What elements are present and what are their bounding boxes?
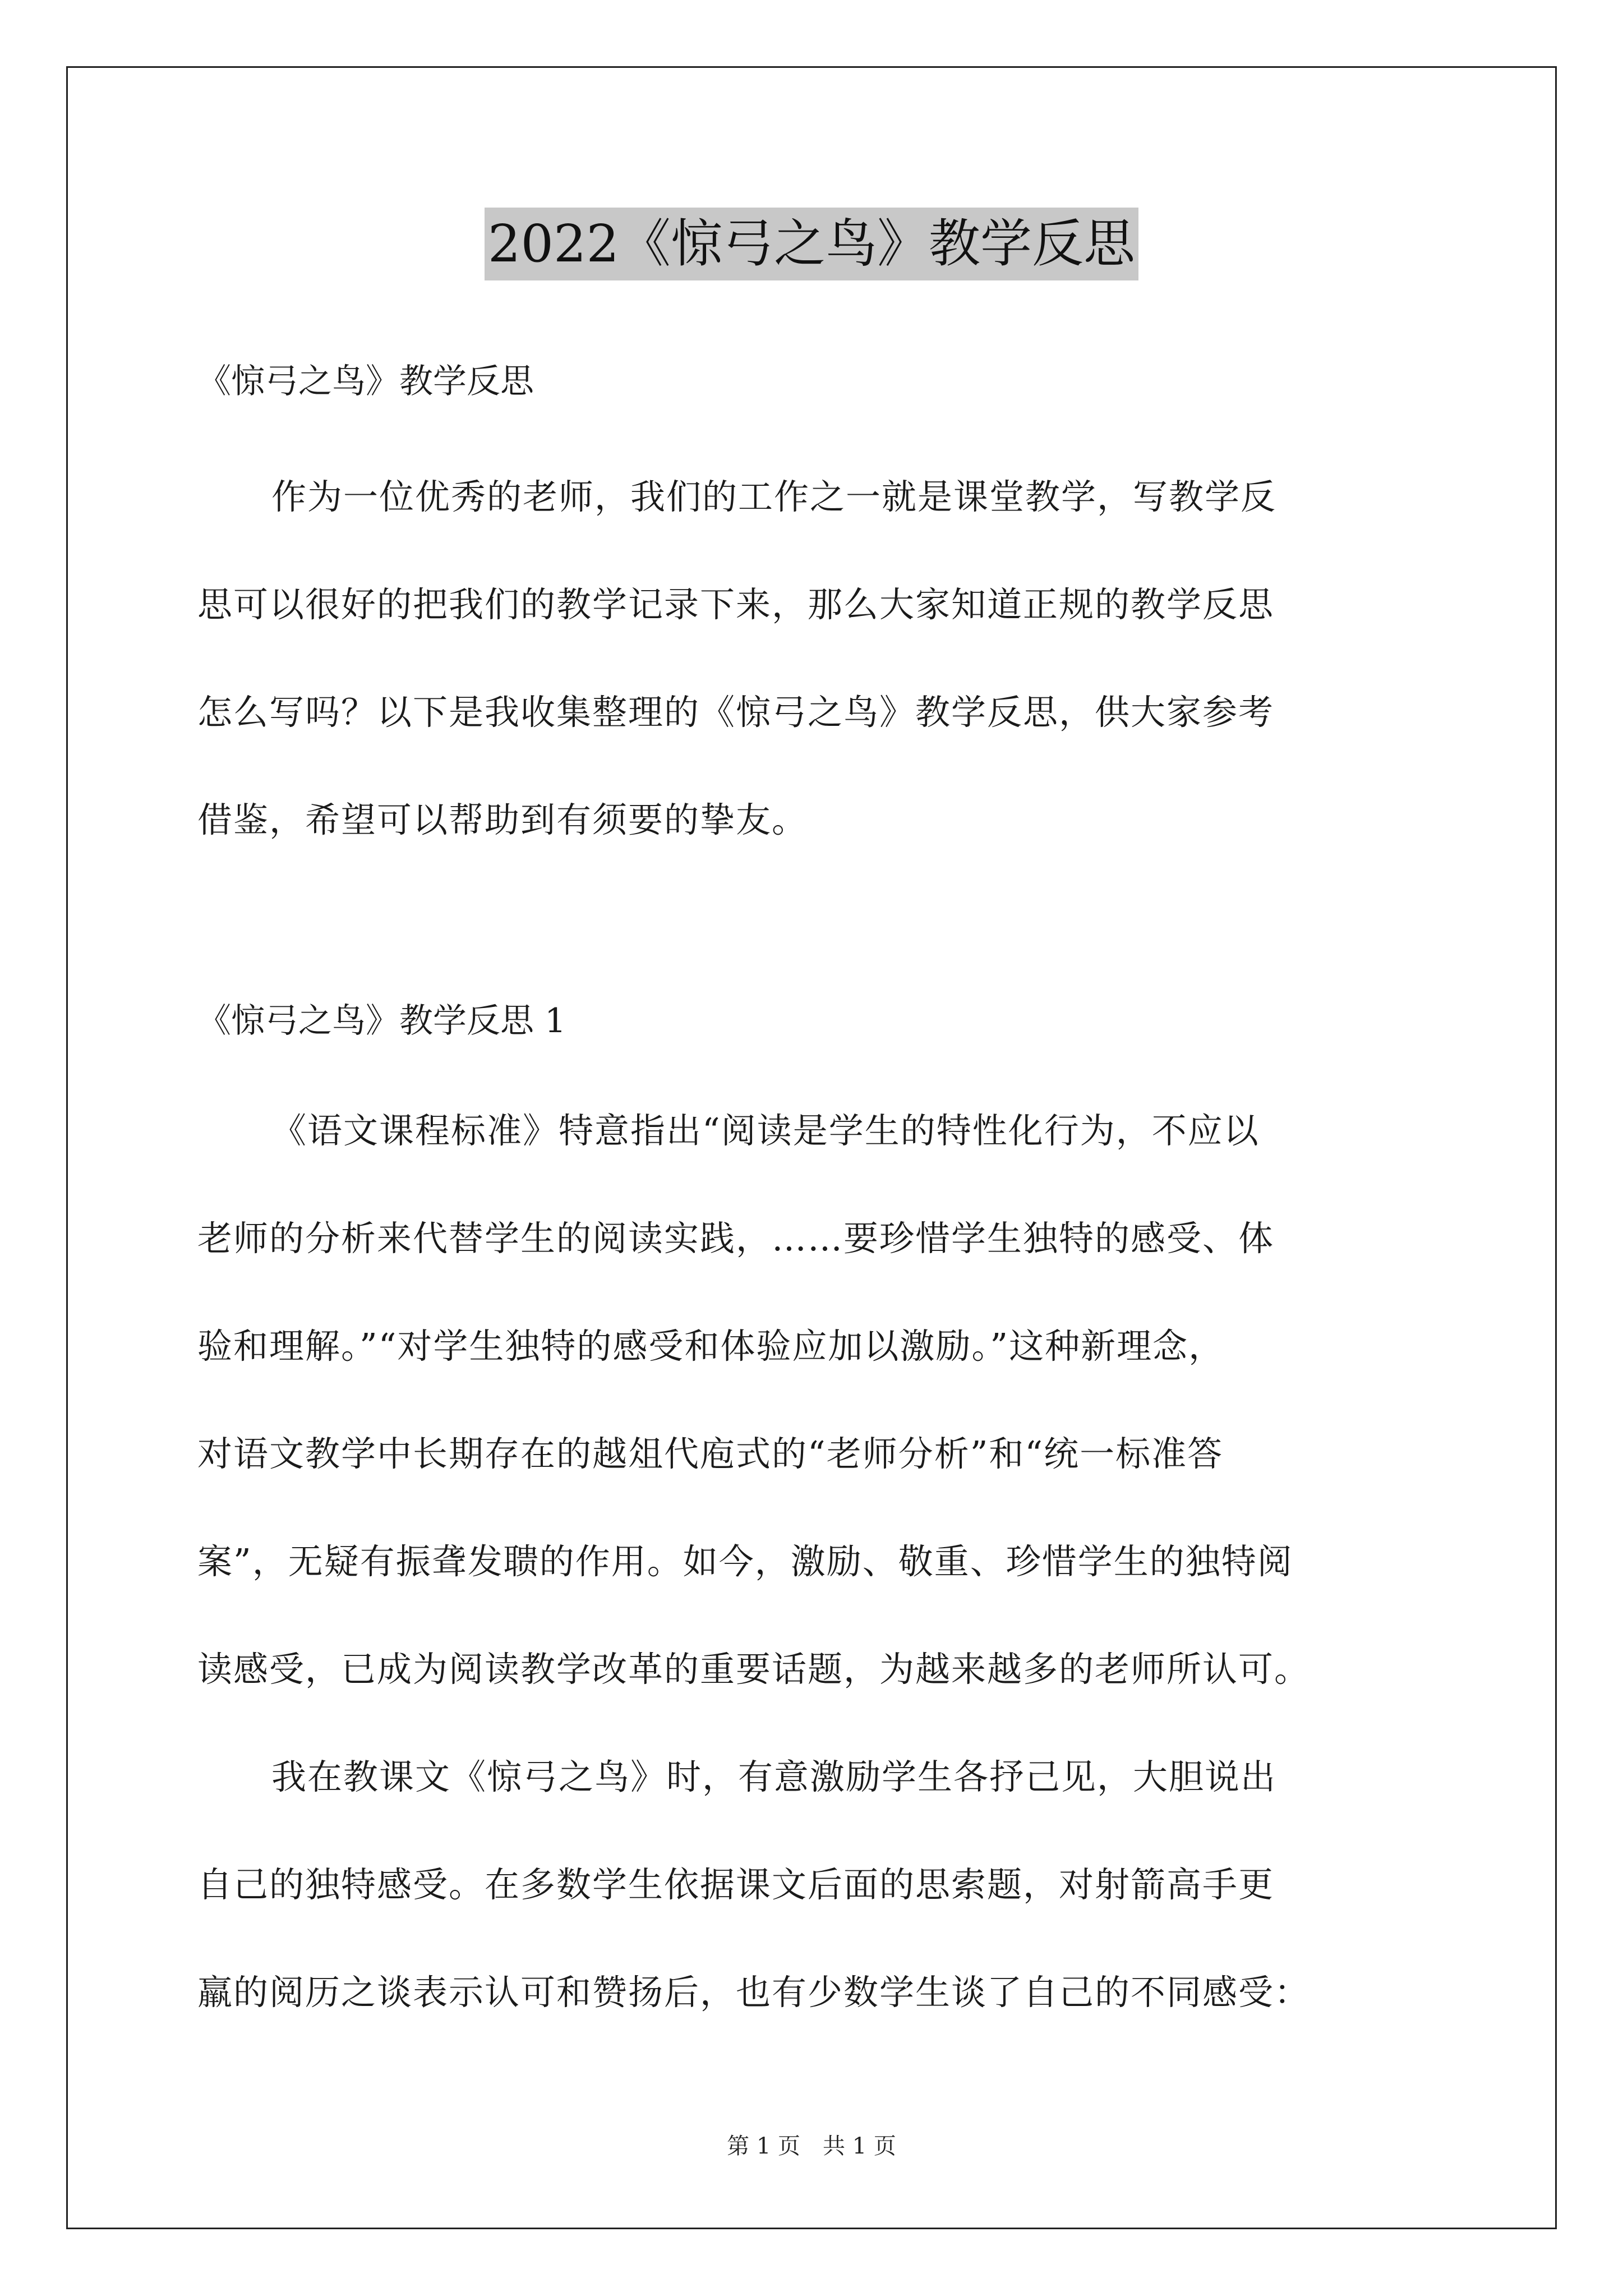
paragraph-line: 怎么写吗？以下是我收集整理的《惊弓之鸟》教学反思，供大家参考 (197, 692, 1275, 733)
intro-paragraph (197, 443, 1431, 874)
page-footer: 第 1 页 共 1 页 (727, 2133, 896, 2159)
paragraph-line: 《语文课程标准》特意指出“阅读是学生的特性化行为，不应以 (271, 1110, 1260, 1151)
paragraph-line: 老师的分析来代替学生的阅读实践，……要珍惜学生独特的感受、体 (197, 1218, 1275, 1259)
section1-paragraph-2 (197, 1723, 1431, 2046)
paragraph-line: 羸的阅历之谈表示认可和赞扬后，也有少数学生谈了自己的不同感受： (197, 1972, 1311, 2013)
section1-paragraph-1 (197, 1077, 1431, 1723)
paragraph-line: 对语文教学中长期存在的越俎代庖式的“老师分析”和“统一标准答 (197, 1433, 1224, 1474)
document-subtitle: 《惊弓之鸟》教学反思 (197, 362, 534, 401)
section-heading: 《惊弓之鸟》教学反思 1 (197, 1001, 566, 1041)
paragraph-line: 案”，无疑有振聋发聩的作用。如今，激励、敬重、珍惜学生的独特阅 (197, 1541, 1293, 1582)
paragraph-line: 我在教课文《惊弓之鸟》时，有意激励学生各抒己见，大胆说出 (271, 1756, 1277, 1797)
paragraph-line: 借鉴，希望可以帮助到有须要的挚友。 (197, 799, 808, 840)
document-title: 2022《惊弓之鸟》教学反思 (485, 208, 1138, 280)
paragraph-line: 验和理解。”“对学生独特的感受和体验应加以激励。”这种新理念， (197, 1326, 1225, 1366)
paragraph-line: 作为一位优秀的老师，我们的工作之一就是课堂教学，写教学反 (271, 476, 1277, 517)
paragraph-line: 读感受，已成为阅读教学改革的重要话题，为越来越多的老师所认可。 (197, 1649, 1311, 1690)
paragraph-line: 思可以很好的把我们的教学记录下来，那么大家知道正规的教学反思 (197, 584, 1275, 625)
title-container (0, 208, 1623, 280)
paragraph-line: 自己的独特感受。在多数学生依据课文后面的思索题，对射箭高手更 (197, 1864, 1275, 1905)
